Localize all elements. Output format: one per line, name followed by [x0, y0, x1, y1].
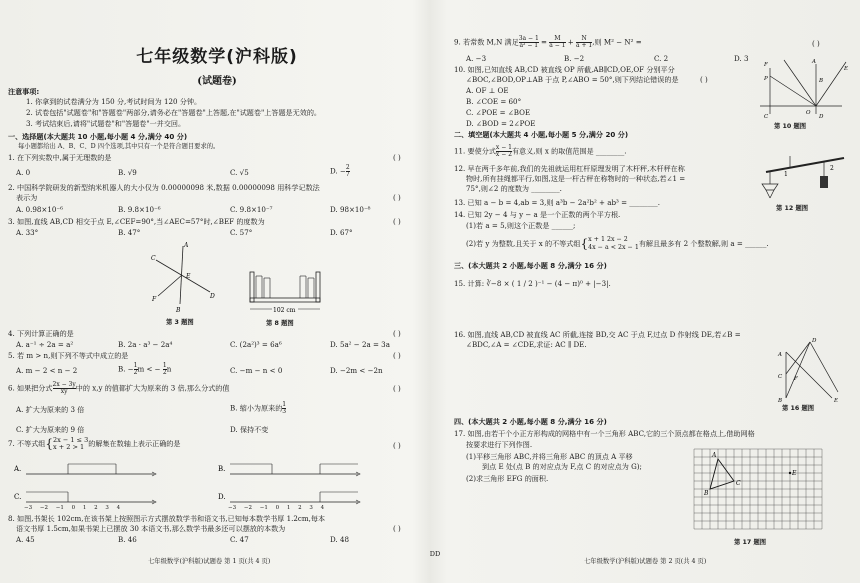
answer-paren-4: ( ) [393, 329, 401, 338]
figure-8 [246, 268, 326, 320]
question-16-cont: ∠BDC,∠A = ∠CDE,求证: AC ∥ DE. [466, 340, 587, 349]
fig16-label-d: D [812, 338, 817, 344]
fig12-label-2: 2 [830, 165, 834, 172]
gutter-mark: DD [429, 550, 441, 558]
q2-option-c: C. 9.8×10⁻⁷ [230, 205, 273, 214]
fig16-label-e: E [834, 398, 839, 402]
fig10-label-d: D [819, 114, 824, 120]
notice-2: 2. 试卷包括"试题卷"和"答题卷"两部分,请务必在"答题卷"上答题,在"试题卷"上答题是无效的。 [26, 108, 322, 117]
q9-option-d: D. 3 [734, 54, 749, 63]
fig16-label-c: C [778, 374, 783, 380]
q8-option-b: B. 46 [118, 535, 137, 544]
q10-option-b: B. ∠COE = 60° [466, 97, 522, 106]
q9-option-a: A. −3 [466, 54, 487, 63]
q1-option-a: A. 0 [16, 168, 31, 177]
question-3: 3. 如图,直线 AB,CD 相交于点 E,∠CEF=90°,当∠AEC=57°时,∠BEF 的度数为 [8, 217, 265, 226]
fig8-dimension: 102 cm [273, 307, 296, 314]
question-2: 2. 中国科学院研发的新型纳米机器人的大小仅为 0.00000098 米,数据 0.00000098 用科学记数法 [8, 183, 320, 192]
fig16-label-f: F [794, 376, 798, 382]
question-17-part-1: (1)平移三角形 ABC,并将三角形 ABC 的顶点 A 平移 [466, 452, 633, 461]
right-page [444, 0, 854, 583]
q9-option-c: C. 2 [654, 54, 669, 63]
question-12: 12. 早在两千多年前,我们的先祖就运用杠杆原理发明了木杆秤,木杆秤在称 [454, 164, 685, 173]
question-2-cont: 表示为 [16, 193, 38, 202]
q1-option-c: C. √5 [230, 168, 249, 177]
fig3-label-c: C [151, 255, 156, 262]
fig17-label-a: A [712, 452, 717, 459]
notice-1: 1. 你拿到的试卷满分为 150 分,考试时间为 120 分钟。 [26, 97, 202, 106]
q7-ticks-ac: −3 −2 −1 0 1 2 3 4 [24, 505, 121, 511]
question-7: 7. 不等式组{ 2x − 1 ≤ 3 x + 2 > 1 的解集在数轴上表示正确的是 [8, 436, 181, 451]
notice-3: 3. 考试结束后,请将"试题卷"和"答题卷"一并交回。 [26, 119, 186, 128]
figure-10-caption: 第 10 题图 [774, 123, 807, 130]
q3-option-b: B. 47° [118, 228, 141, 237]
question-17: 17. 如图,由若干个小正方形构成的网格中有一个三角形 ABC,它的三个顶点都在格点上,借助网格 [454, 429, 755, 438]
exam-title: 七年级数学(沪科版) [136, 47, 298, 67]
q3-option-c: C. 57° [230, 228, 253, 237]
answer-paren-6: ( ) [393, 384, 401, 393]
question-1: 1. 在下列实数中,属于无理数的是 [8, 153, 112, 162]
fig3-label-d: D [210, 293, 215, 300]
left-page [8, 0, 426, 583]
section-1-note: 每小题都给出 A、B、C、D 四个选项,其中只有一个是符合题目要求的。 [18, 143, 220, 150]
fig17-label-e: E [792, 470, 797, 477]
right-footer: 七年级数学(沪科版)试题卷 第 2 页(共 4 页) [584, 558, 707, 565]
question-14-part-2: (2)若 y 为整数,且关于 x 的不等式组{ x + 1 2x − 2 4x − a < 2x − 1 有解且最多有 2 个整数解,则 a = ______. [466, 236, 769, 251]
figure-17-grid [688, 443, 828, 535]
q6-option-a: A. 扩大为原来的 3 倍 [16, 405, 85, 414]
question-17-cont: 按要求进行下列作图. [466, 440, 533, 449]
question-9: 9. 若常数 M,N 满足 $\frac{3a - 1}{\text{a² − 1}}$ = $\frac{M}{a - 1}$ + $\frac{N}{a + 1}$ ,则 M² − N² = [454, 35, 642, 49]
figure-10 [756, 56, 851, 120]
figure-3 [148, 238, 223, 318]
q7-label-c: C. [14, 493, 22, 501]
q4-option-d: D. 5a² − 2a = 3a [330, 340, 390, 349]
q6-option-b: B. 缩小为原来的 $\frac{1}{3}$ [230, 401, 287, 415]
fig3-label-b: B [176, 307, 181, 314]
exam-subtitle: (试题卷) [197, 76, 237, 87]
fig10-label-p: P [764, 76, 768, 82]
q3-option-a: A. 33° [16, 228, 39, 237]
question-11: 11. 要使分式 $\frac{x - 1}{x - 2}$ 有意义,则 x 的取值范围是 ________. [454, 144, 627, 158]
notice-heading: 注意事项: [8, 87, 40, 96]
section-3-heading: 三、(本大题共 2 小题,每小题 8 分,满分 16 分) [454, 261, 607, 270]
question-16: 16. 如图,直线 AB,CD 被直线 AC 所截,连接 BD,交 AC 于点 F,过点 D 作射线 DE,若∠B = [454, 330, 741, 339]
q6-option-c: C. 扩大为原来的 9 倍 [16, 425, 85, 434]
q6-option-d: D. 保持不变 [230, 425, 269, 434]
question-14-part-1: (1)若 a = 5,则这个正数是 ______; [466, 221, 576, 230]
question-17-part-2: (2)求三角形 EFG 的面积. [466, 474, 549, 483]
answer-paren-3: ( ) [393, 217, 401, 226]
q2-option-b: B. 9.8×10⁻⁶ [118, 205, 161, 214]
fig10-label-o: O [806, 110, 811, 116]
question-6: 6. 如果把分式 $\frac{2x - 3y}{xy}$ 中的 x,y 的值都扩大为原来的 3 倍,那么分式的值 [8, 381, 230, 395]
fig10-label-f: F [764, 62, 768, 68]
fig10-label-c: C [764, 114, 769, 120]
fig12-label-1: 1 [784, 171, 788, 178]
q5-option-b: B. − $\frac{1}{2}$ m < − $\frac{1}{2}$ n [118, 362, 172, 376]
question-15: 15. 计算: ∛−8 × ( 1 / 2 )⁻¹ − (4 − π)⁰ + |−3|. [454, 279, 611, 288]
question-10-cont: ∠BOC,∠BOD,OP⊥AB 于点 P,∠ABO = 50°,则下列结论错误的是 [466, 75, 679, 84]
question-4: 4. 下列计算正确的是 [8, 329, 74, 338]
answer-paren-2: ( ) [393, 193, 401, 202]
q7-label-b: B. [218, 465, 226, 473]
fig17-label-b: B [704, 490, 709, 497]
fig16-label-a: A [778, 352, 782, 358]
answer-paren-5: ( ) [393, 351, 401, 360]
q7-label-d: D. [218, 493, 226, 501]
q2-option-a: A. 0.98×10⁻⁶ [16, 205, 63, 214]
q1-option-d: D. − $\frac{2}{7}$ [330, 164, 350, 178]
q4-option-b: B. 2a · a³ − 2a⁴ [118, 340, 173, 349]
figure-12-caption: 第 12 题图 [776, 205, 809, 212]
q4-option-c: C. (2a²)³ = 6a⁶ [230, 340, 282, 349]
figure-3-caption: 第 3 题图 [166, 319, 194, 326]
fig3-label-f: F [152, 296, 157, 303]
fig10-label-e: E [844, 66, 849, 72]
section-4-heading: 四、(本大题共 2 小题,每小题 8 分,满分 16 分) [454, 417, 607, 426]
fig17-label-c: C [736, 480, 741, 487]
q7-label-a: A. [14, 465, 22, 473]
q10-option-a: A. OF ⊥ OE [466, 86, 509, 95]
fig10-label-a: A [812, 59, 816, 65]
q5-option-d: D. −2m < −2n [330, 366, 383, 375]
fig10-label-b: B [819, 78, 824, 84]
q3-option-d: D. 67° [330, 228, 353, 237]
question-12-cont2: 75°,则∠2 的度数为 ________. [466, 184, 562, 193]
figure-17-caption: 第 17 题图 [734, 539, 767, 546]
fig3-label-e: E [186, 273, 191, 280]
fig16-label-b: B [778, 398, 783, 402]
q5-option-c: C. −m − n < 0 [230, 366, 283, 375]
q1-option-b: B. √9 [118, 168, 137, 177]
question-8: 8. 如图,书架长 102cm,在该书架上按照图示方式摆放数学书和语文书,已知每本数学书厚 1.2cm,每本 [8, 514, 326, 523]
answer-paren-8: ( ) [393, 524, 401, 533]
answer-paren-7: ( ) [393, 441, 401, 450]
answer-paren-9: ( ) [812, 39, 820, 48]
q5-option-a: A. m − 2 < n − 2 [16, 366, 78, 375]
q10-option-c: C. ∠POE = ∠BOE [466, 108, 531, 117]
section-1-heading: 一、选择题(本大题共 10 小题,每小题 4 分,满分 40 分) [8, 132, 188, 141]
q10-option-d: D. ∠BOD = 2∠POE [466, 119, 536, 128]
fig3-label-a: A [184, 242, 189, 249]
figure-8-caption: 第 8 题图 [266, 320, 294, 327]
q2-option-d: D. 98×10⁻⁸ [330, 205, 371, 214]
q4-option-a: A. a⁻¹ ÷ 2a = a² [16, 340, 74, 349]
section-2-heading: 二、填空题(本大题共 4 小题,每小题 5 分,满分 20 分) [454, 130, 629, 139]
left-footer: 七年级数学(沪科版)试题卷 第 1 页(共 4 页) [148, 558, 271, 565]
figure-12 [760, 146, 850, 204]
figure-16-caption: 第 16 题图 [782, 405, 815, 412]
question-13: 13. 已知 a − b = 4,ab = 3,则 a³b − 2a²b² + ab³ = ________. [454, 198, 660, 207]
answer-paren-10: ( ) [700, 75, 708, 84]
question-5: 5. 若 m > n,则下列不等式中成立的是 [8, 351, 129, 360]
q8-option-c: C. 47 [230, 535, 249, 544]
answer-paren-1: ( ) [393, 153, 401, 162]
q7-ticks-bd: −3 −2 −1 0 1 2 3 4 [228, 505, 325, 511]
q9-option-b: B. −2 [564, 54, 585, 63]
question-12-cont: 物时,所有挂绳都平行,如图,这是一杆古秤在称物时的一种状态,若∠1 = [466, 174, 686, 183]
q8-option-a: A. 45 [16, 535, 35, 544]
question-14: 14. 已知 2y − 4 与 y − a 是一个正数的两个平方根. [454, 210, 621, 219]
q8-option-d: D. 48 [330, 535, 349, 544]
figure-16 [774, 334, 844, 402]
question-8-cont: 语文书厚 1.5cm,如果书架上已摆放 30 本语文书,那么数学书最多还可以摆放的本数为 [16, 524, 286, 533]
question-10: 10. 如图,已知直线 AB,CD 被直线 OP 所截,AB∥CD,OE,OF 分别平分 [454, 65, 675, 74]
question-17-part-1-cont: 到点 E 处(点 B 的对应点为 F,点 C 的对应点为 G); [482, 462, 642, 471]
